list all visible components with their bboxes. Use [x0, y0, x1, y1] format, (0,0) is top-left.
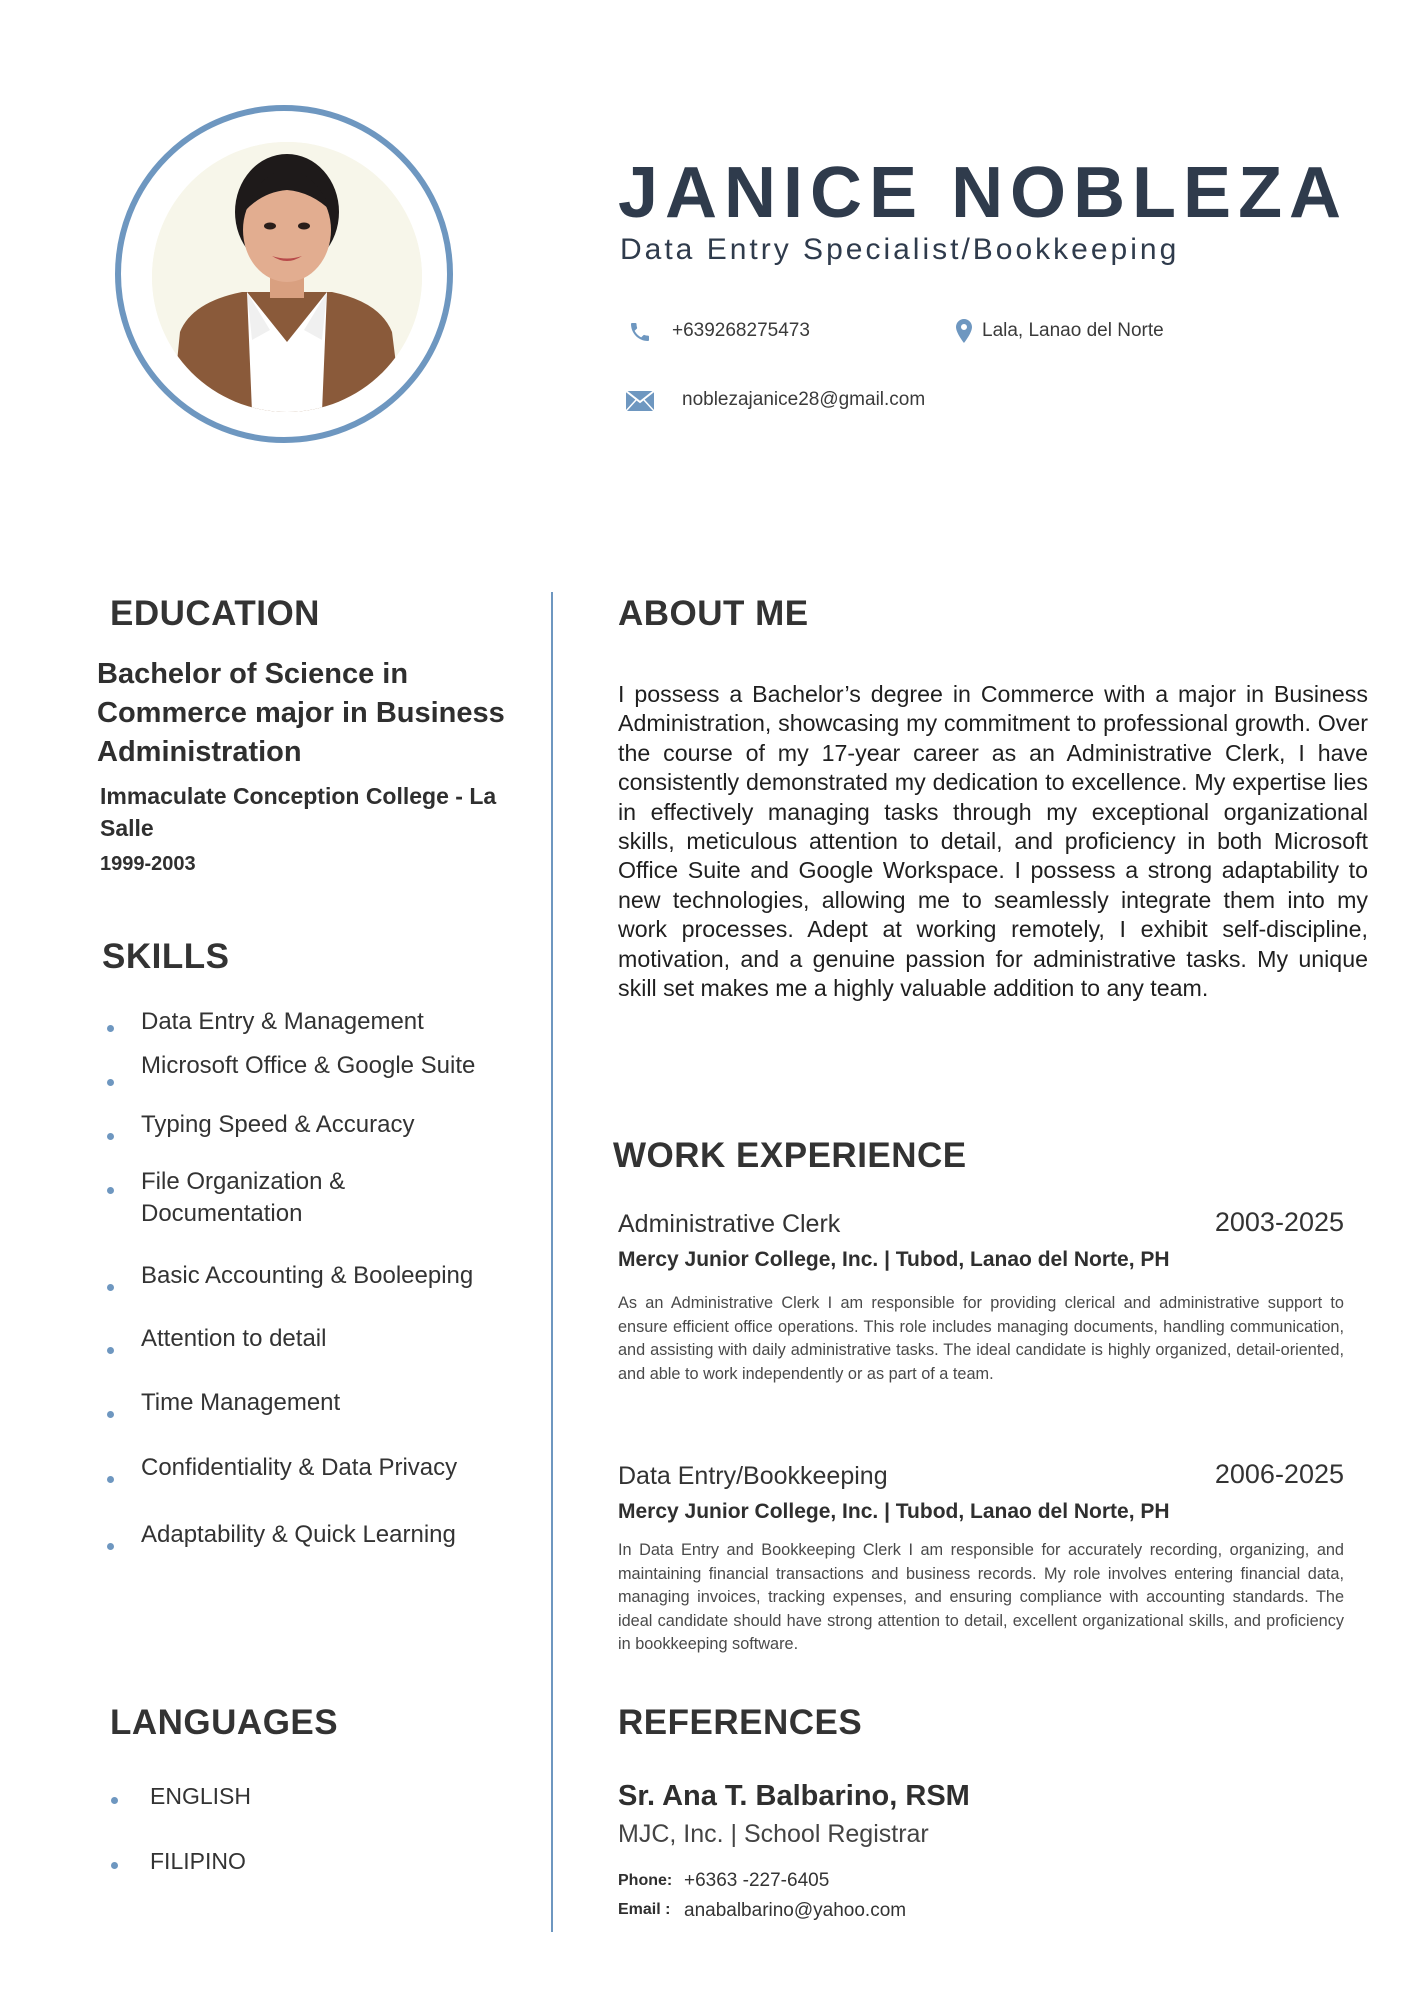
skills-heading: SKILLS	[102, 937, 230, 976]
job-title-subtitle: Data Entry Specialist/Bookkeeping	[620, 233, 1180, 266]
skill-item: Time Management	[141, 1389, 341, 1416]
skill-item: Data Entry & Management	[141, 1008, 424, 1035]
work-heading: WORK EXPERIENCE	[613, 1136, 967, 1175]
bullet-dot-icon	[107, 1284, 114, 1291]
job-description: In Data Entry and Bookkeeping Clerk I am responsible for accurately recording, organizing, and maintaining financial transactions and business records. My role involves entering financial data, managing invoices, tracking expenses, and ensuring compliance with accounting standards. The ideal candidate should have strong attention to detail, excellent organizational skills, and proficiency in bookkeeping software.	[618, 1541, 1344, 1653]
about-heading: ABOUT ME	[618, 594, 809, 633]
job-organization: Mercy Junior College, Inc. | Tubod, Lanao del Norte, PH	[618, 1500, 1170, 1523]
references-heading: REFERENCES	[618, 1703, 863, 1742]
person-name: JANICE NOBLEZA	[618, 153, 1349, 233]
location-text: Lala, Lanao del Norte	[982, 320, 1164, 341]
reference-email[interactable]: anabalbarino@yahoo.com	[684, 1900, 907, 1921]
email-address[interactable]: noblezajanice28@gmail.com	[682, 389, 926, 410]
bullet-dot-icon	[111, 1862, 118, 1869]
job-title: Data Entry/Bookkeeping	[618, 1462, 888, 1490]
column-divider	[551, 592, 553, 1932]
about-text: I possess a Bachelor’s degree in Commerce with a major in Business Administration, showcasing my commitment to professional growth. Over the course of my 17-year career as an Administrative Clerk, I have consistently demonstrated my dedication to excellence. My expertise lies in effectively managing tasks through my exceptional organizational skills, meticulous attention to detail, and proficiency in both Microsoft Office Suite and Google Workspace. I possess a strong adaptability to new technologies, allowing me to seamlessly integrate them into my work processes. Adept at working remotely, I exhibit self-discipline, motivation, and a genuine passion for administrative tasks. My unique skill set makes me a highly valuable addition to any team.	[618, 681, 1368, 1002]
education-school: Immaculate Conception College - La Salle	[100, 783, 497, 841]
job-years: 2003-2025	[1214, 1207, 1344, 1237]
bullet-dot-icon	[107, 1133, 114, 1140]
skill-item: Microsoft Office & Google Suite	[141, 1052, 476, 1079]
education-years: 1999-2003	[100, 853, 196, 875]
person-portrait-icon	[152, 142, 422, 412]
reference-organization: MJC, Inc. | School Registrar	[618, 1820, 929, 1848]
job-years: 2006-2025	[1214, 1459, 1344, 1489]
language-item: FILIPINO	[150, 1848, 246, 1874]
envelope-icon	[625, 390, 655, 417]
bullet-dot-icon	[107, 1187, 114, 1194]
profile-photo	[152, 142, 422, 412]
bullet-dot-icon	[107, 1079, 114, 1086]
bullet-dot-icon	[107, 1347, 114, 1354]
bullet-dot-icon	[107, 1476, 114, 1483]
language-item: ENGLISH	[150, 1783, 251, 1809]
education-heading: EDUCATION	[110, 594, 320, 633]
education-degree: Bachelor of Science in Commerce major in Business Administration	[97, 658, 505, 768]
skill-item: Basic Accounting & Booleeping	[141, 1262, 474, 1289]
reference-phone-label: Phone:	[618, 1872, 673, 1889]
skill-item: Confidentiality & Data Privacy	[141, 1454, 458, 1481]
bullet-dot-icon	[107, 1411, 114, 1418]
phone-number[interactable]: +639268275473	[672, 320, 810, 341]
bullet-dot-icon	[111, 1797, 118, 1804]
phone-icon	[628, 320, 652, 349]
skill-item: Typing Speed & Accuracy	[141, 1111, 415, 1138]
skill-item: File Organization & Documentation	[141, 1168, 346, 1227]
skill-item: Attention to detail	[141, 1325, 327, 1352]
reference-phone[interactable]: +6363 -227-6405	[684, 1870, 830, 1891]
bullet-dot-icon	[107, 1025, 114, 1032]
job-description: As an Administrative Clerk I am responsible for providing clerical and administrative support to ensure efficient office operations. This role includes managing documents, handling communication, and assisting with daily administrative tasks. The ideal candidate is highly organized, detail-oriented, and able to work independently or as part of a team.	[618, 1294, 1344, 1383]
job-title: Administrative Clerk	[618, 1210, 841, 1238]
skill-item: Adaptability & Quick Learning	[141, 1521, 456, 1548]
languages-heading: LANGUAGES	[110, 1703, 339, 1742]
job-organization: Mercy Junior College, Inc. | Tubod, Lanao del Norte, PH	[618, 1248, 1170, 1271]
reference-name: Sr. Ana T. Balbarino, RSM	[618, 1780, 970, 1812]
location-pin-icon	[954, 318, 974, 349]
reference-email-label: Email :	[618, 1901, 671, 1918]
bullet-dot-icon	[107, 1543, 114, 1550]
